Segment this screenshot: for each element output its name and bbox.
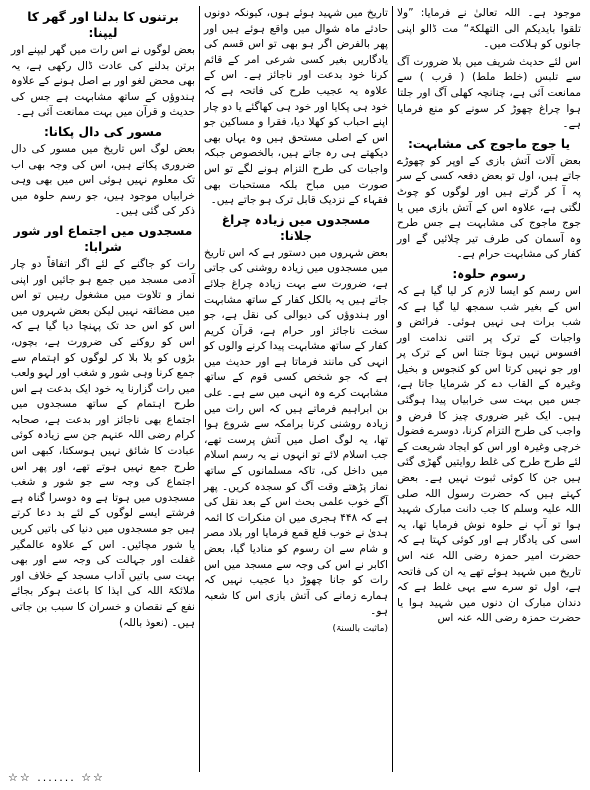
column-divider [199,6,200,772]
paragraph: بعض لوگوں نے اس رات میں گھر لیپنے اور برتن بدلنے کی عادت ڈال رکھی ہے، یہ بھی محض لغو اور بے اصل ہونے کے علاوہ ہندوؤں کے ساتھ مشابہت ہے جس کی حدیث و قرآن میں بہت ممانعت آئی ہے۔ [11,44,195,119]
section-heading: یا جوج ماجوج کی مشابہت: [407,136,571,151]
paragraph: بعض لوگ اس تاریخ میں مسور کی دال ضروری پکاتے ہیں، اس کی وجہ بھی اب تک معلوم نہیں ہوئی اس میں بھی وہی خرابیاں موجود ہیں، جو رسم حلوہ میں ذکر کی گئی ہیں۔ [11,142,195,218]
section-heading: برتنوں کا بدلنا اور گھر کا لیپنا: [27,10,179,40]
column-middle [201,6,391,772]
column-divider [392,6,393,772]
paragraph: اس لئے حدیث شریف میں بلا ضرورت آگ سے تلبس (خلط ملط) ( قرب ) سے ممانعت آئی ہے، چنانچہ کھلی آگ اور جلتا ہوا چراغ چھوڑ کر سونے کو منع فرمایا ہے۔ [397,55,581,131]
paragraph: بعض آلات آتش بازی کے اوپر کو چھوڑے جاتے ہیں، اول تو بعض دفعہ کسی کے سر پہ آ کر گرتے ہیں اور لوگوں کو چوٹ لگتی ہے، علاوہ اس کے آتش بازی میں یا جوج ماجوج کی مشابہت ہے جس طرح وہ آسمان کی طرف تیر چلائیں گے اور کفار کی مشابہت حرام ہے۔ [397,154,581,261]
footer-stars: ☆☆ ....... ☆☆ [8,771,105,784]
paragraph: رات کو جاگنے کے لئے اگر اتفاقاً دو چار آدمی مسجد میں جمع ہو جائیں اور اپنی نماز و تلاوت میں مشغول رہیں تو اس میں مضائقہ نہیں لیکن بعض شہروں میں اس کو اس حد تک پہنچا دیا گیا ہے کہ اس کو روکنے کی ضرورت ہے، بچوں، بڑوں کو بلا بلا کر لوگوں کو اہتمام سے جمع کرنا وہی شور و شغب اور لہو ولعب میں رات گزارنا یہ خود ایک بدعت ہے اس طرح اہتمام کے ساتھ مسجدوں میں اجتماع بھی ناجائز اور بدعت ہے، صحابہ کرام رضی اللہ عنہم جن سے زیادہ کوئی عبادت کا شائق نہیں ہوسکتا، کبھی اس طرح جمع نہیں ہوتے تھے، اور پھر اس اجتماع کی وجہ سے جو شور و شغب مسجدوں میں ہوتا ہے وہ دوسرا گناہ ہے فرشتے ایسے لوگوں کے لئے بد دعا کرتے ہیں جو مسجدوں میں دنیا کی باتیں کریں یا شور مچائیں۔ اس کے علاوہ عالمگیر غفلت اور جہالت کی وجہ سے اور بھی بہت سی باتیں آداب مسجد کے خلاف اور ملائکۃ اللہ کی ایذا کا باعث ہوکر بجائے نفع کے نقصان و خسران کا سبب بن جاتی ہیں۔ (نعوذ باللہ) [11,257,195,629]
source-note: (ماثبت بالسنۃ) [332,623,388,634]
section-heading: مسجدوں میں اجتماع اور شور شرابا: [13,223,193,254]
column-right [394,6,584,772]
paragraph: تاریخ میں شہید ہوئے ہوں، کیونکہ دونوں حادثے ماہ شوال میں واقع ہوئے ہیں اور پھر بالفرض اگر ہو بھی تو اس قسم کی یادگاریں بغیر کسی شرعی امر کے قائم کرنا خود بدعت اور ناجائز ہے۔ اس کے علاوہ یہ عجیب طرح کی فاتحہ ہے کہ خود ہی پکایا اور خود ہی کھاگئے یا دو چار اپنے احباب کو کھلا دیا، فقرا و مساکین جو اس کے اصلی مستحق ہیں وہ یہاں بھی دیکھتے ہی رہ جاتے ہیں، بالخصوص جبکہ واجبات کی طرح التزام ہونے لگے تو اس صورت میں مباح بلکہ مستحبات بھی فقہاء کے نزدیک قابل ترک ہو جاتے ہیں۔ [204,7,388,207]
section-heading: مسور کی دال پکانا: [43,124,163,139]
paragraph: بعض شہروں میں دستور ہے کہ اس تاریخ میں مسجدوں میں زیادہ روشنی کی جاتی ہے، ضرورت سے بہت زیادہ چراغ جلائے جاتے ہیں یہ بالکل کفار کے ساتھ مشابہت اور ہندوؤں کی دیوالی کی نقل ہے، جو سخت ناجائز اور حرام ہے، قرآن کریم کفار کے ساتھ مشابہت پیدا کرنے والوں کو انہی کی مانند فرماتا ہے اور حدیث میں ہے کہ جو شخص کسی قوم کے ساتھ مشابہت کرے وہ انہی میں سے ہے۔ علی بن ابراہیم فرماتے ہیں کہ اس رات میں زیادہ روشنی کرنا برامکہ سے شروع ہوا تھا، یہ لوگ اصل میں آتش پرست تھے، جب اسلام لائے تو انہوں نے یہ رسم اسلام میں داخل کی، تاکہ مسلمانوں کے ساتھ نماز پڑھتے وقت آگ کو سجدہ کریں۔ پھر آگے خوب علمی بحث اس کے بعد نقل کی ہے کہ ۴۴۸ ہجری میں ان منکرات کا ائمہ ہدیٰ نے خوب قلع قمع فرمایا اور بلاد مصر و شام سے ان رسوم کو منادیا گیا، بعض اکابر نے اس کی وجہ سے مسجد میں اس رات کو جانا چھوڑ دیا عجیب نہیں کہ ہمارے زمانے کی آتش بازی اس کا شعبہ ہو۔ [204,246,388,618]
paragraph: اس رسم کو ایسا لازم کر لیا گیا ہے کہ اس کے بغیر شب سمجھ لیا گیا ہے کہ شب برات ہی نہیں ہوئی۔ فرائض و واجبات کے ترک پر اتنی ندامت اور افسوس نہیں ہوتا جتنا اس کے ترک پر اور جو نہیں کرتا اس کو کنجوس و بخیل وغیرہ کے القاب دے کر شرمایا جاتا ہے، جس میں بہت سی خرابیاں پیدا ہوگئی ہیں۔ ایک غیر ضروری چیز کا فرض و واجب کی طرح التزام کرنا، دوسرے فضول خرچی وغیرہ اور اس کو ایجاد شریعت کے لئے طرح طرح کی غلط روایتیں گھڑی گئی ہیں جن کا کوئی ثبوت نہیں ہے۔ بعض کہتے ہیں کہ حضرت رسول اللہ صلی اللہ علیہ وسلم کا جب دانت مبارک شہید ہوا تو آپ نے حلوہ نوش فرمایا تھا، یہ اسی کی یادگار ہے اور کوئی کہتا ہے کہ حضرت امیر حمزہ رضی اللہ عنہ اس تاریخ میں شہید ہوئے تھے یہ ان کی فاتحہ ہے، اول تو سرے سے یہی غلط ہے کہ دندان مبارک ان دنوں میں شہید ہوا یا حضرت حمزہ رضی اللہ عنہ اس [397,284,581,625]
column-left [8,6,198,772]
section-heading: مسجدوں میں زیادہ چراغ جلانا: [221,212,371,243]
article-columns [6,6,584,772]
section-heading: رسوم حلوہ: [452,266,526,281]
paragraph: موجود ہے۔ اللہ تعالیٰ نے فرمایا: ”ولا تلقوا بایدیکم الی التھلکۃ“ مت ڈالو اپنی جانوں کو ہلاکت میں۔ [397,7,581,51]
